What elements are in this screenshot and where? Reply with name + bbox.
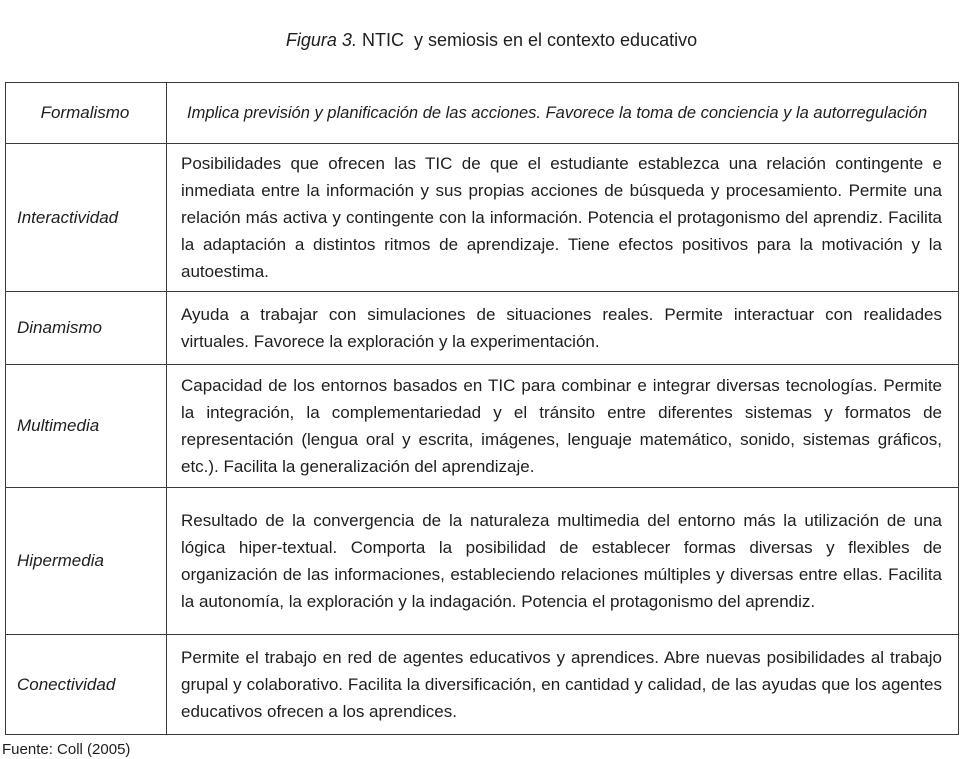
term-cell: Multimedia [6, 365, 167, 488]
figure-label: Figura 3. [285, 30, 357, 50]
figure-title [0, 0, 963, 73]
term-cell: Interactividad [6, 144, 167, 292]
source-note: Fuente: Coll (2005) [2, 741, 131, 758]
ntic-semiosis-table [5, 82, 959, 735]
table-row-hipermedia [6, 488, 959, 635]
table-row-interactividad [6, 144, 959, 292]
term-cell: Conectividad [6, 635, 167, 735]
table-row-conectividad [6, 635, 959, 735]
table-row-multimedia [6, 365, 959, 488]
description-cell: Implica previsión y planificación de las acciones. Favorece la toma de conciencia y la autorregulación [167, 83, 959, 144]
description-cell: Resultado de la convergencia de la naturaleza multimedia del entorno más la utilización de una lógica hiper-textual. Comporta la posibilidad de establecer formas diversas y flexibles de organización de las informaciones, estableciendo relaciones múltiples y diversas entre ellas. Facilita la autonomía, la exploración y la indagación. Potencia el protagonismo del aprendiz. [167, 488, 959, 635]
term-cell: Dinamismo [6, 292, 167, 365]
table-row-formalismo [6, 83, 959, 144]
description-cell: Capacidad de los entornos basados en TIC para combinar e integrar diversas tecnologías. Permite la integración, la complementariedad y el tránsito entre diferentes sistemas y formatos de representación (lengua oral y escrita, imágenes, lenguaje matemático, sonido, sistemas gráficos, etc.). Facilita la generalización del aprendizaje. [167, 365, 959, 488]
description-cell: Ayuda a trabajar con simulaciones de situaciones reales. Permite interactuar con realidades virtuales. Favorece la exploración y la experimentación. [167, 292, 959, 365]
figure-caption: NTIC y semiosis en el contexto educativo [361, 30, 698, 50]
term-cell: Hipermedia [6, 488, 167, 635]
term-cell: Formalismo [6, 83, 167, 144]
description-cell: Posibilidades que ofrecen las TIC de que el estudiante establezca una relación contingente e inmediata entre la información y sus propias acciones de búsqueda y procesamiento. Permite una relación más activa y contingente con la información. Potencia el protagonismo del aprendiz. Facilita la adaptación a distintos ritmos de aprendizaje. Tiene efectos positivos para la motivación y la autoestima. [167, 144, 959, 292]
table-row-dinamismo [6, 292, 959, 365]
description-cell: Permite el trabajo en red de agentes educativos y aprendices. Abre nuevas posibilidades al trabajo grupal y colaborativo. Facilita la diversificación, en cantidad y calidad, de las ayudas que los agentes educativos ofrecen a los aprendices. [167, 635, 959, 735]
